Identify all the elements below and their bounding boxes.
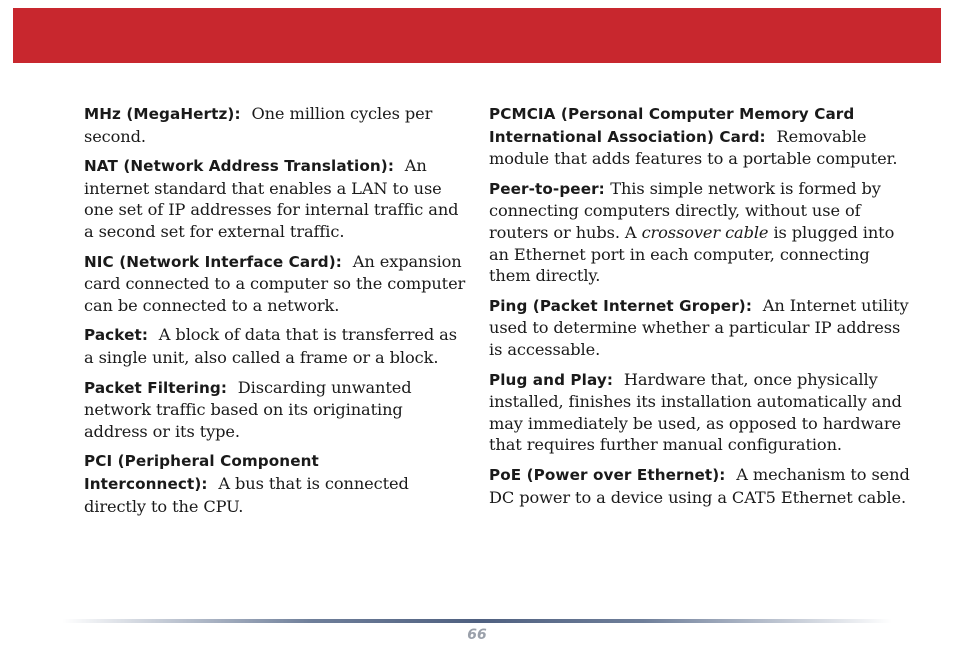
glossary-column-right — [489, 103, 914, 516]
glossary-entry-ping — [489, 295, 914, 361]
glossary-definition: A mechanism to send DC power to a device using a CAT5 Ethernet cable. — [489, 464, 910, 507]
glossary-definition: A block of data that is transferred as a single unit, also called a frame or a block. — [84, 325, 457, 367]
glossary-entry-packet — [84, 324, 469, 368]
glossary-term: Plug and Play: — [489, 370, 614, 389]
glossary-term: NIC (Network Interface Card): — [84, 252, 342, 271]
glossary-term: PoE (Power over Ethernet): — [489, 465, 726, 484]
header-bar — [13, 8, 941, 63]
glossary-entry-peer-to-peer — [489, 178, 914, 287]
glossary-term: Peer-to-peer: — [489, 179, 605, 198]
glossary-column-left — [84, 103, 469, 525]
glossary-definition: An Internet utility used to determine whether a particular IP address is accessable. — [489, 295, 909, 359]
glossary-entry-nat — [84, 155, 469, 242]
glossary-definition: is plugged into an Ethernet port in each computer, connecting them directly. — [489, 222, 895, 286]
glossary-term: Ping (Packet Internet Groper): — [489, 296, 753, 315]
glossary-definition: Hardware that, once physically installed, finishes its installation automatically and may immediately be used, as opposed to hardware that requires further manual configuration. — [489, 369, 902, 455]
glossary-entry-packet-filtering — [84, 377, 469, 443]
glossary-entry-poe — [489, 464, 914, 508]
glossary-entry-pcmcia — [489, 103, 914, 170]
glossary-entry-mhz — [84, 103, 469, 147]
glossary-definition: Removable module that adds features to a portable computer. — [489, 126, 898, 169]
glossary-entry-nic — [84, 251, 469, 317]
glossary-term: MHz (MegaHertz): — [84, 105, 241, 123]
page-number: 66 — [467, 627, 487, 643]
glossary-definition: An internet standard that enables a LAN to use one set of IP addresses for internal traffic and a second set for external traffic. — [84, 156, 459, 241]
glossary-entry-pci — [84, 450, 469, 517]
glossary-entry-plug-and-play — [489, 369, 914, 456]
glossary-definition-emphasis: crossover cable — [641, 222, 769, 242]
glossary-definition: An expansion card connected to a computer so the computer can be connected to a network. — [84, 251, 466, 315]
glossary-definition: One million cycles per second. — [84, 104, 433, 146]
glossary-definition: A bus that is connected directly to the CPU. — [84, 473, 409, 516]
glossary-term: PCMCIA (Personal Computer Memory Card International Association) Card: — [489, 105, 855, 146]
glossary-term: Packet: — [84, 326, 149, 345]
footer-rule — [62, 619, 892, 623]
glossary-term: NAT (Network Address Translation): — [84, 157, 395, 176]
glossary-term: Packet Filtering: — [84, 378, 228, 397]
glossary-definition: Discarding unwanted network traffic based on its originating address or its type. — [84, 377, 412, 441]
glossary-term: PCI (Peripheral Component Interconnect): — [84, 452, 319, 493]
glossary-definition: This simple network is formed by connecting computers directly, without use of routers or hubs. A — [489, 178, 881, 242]
